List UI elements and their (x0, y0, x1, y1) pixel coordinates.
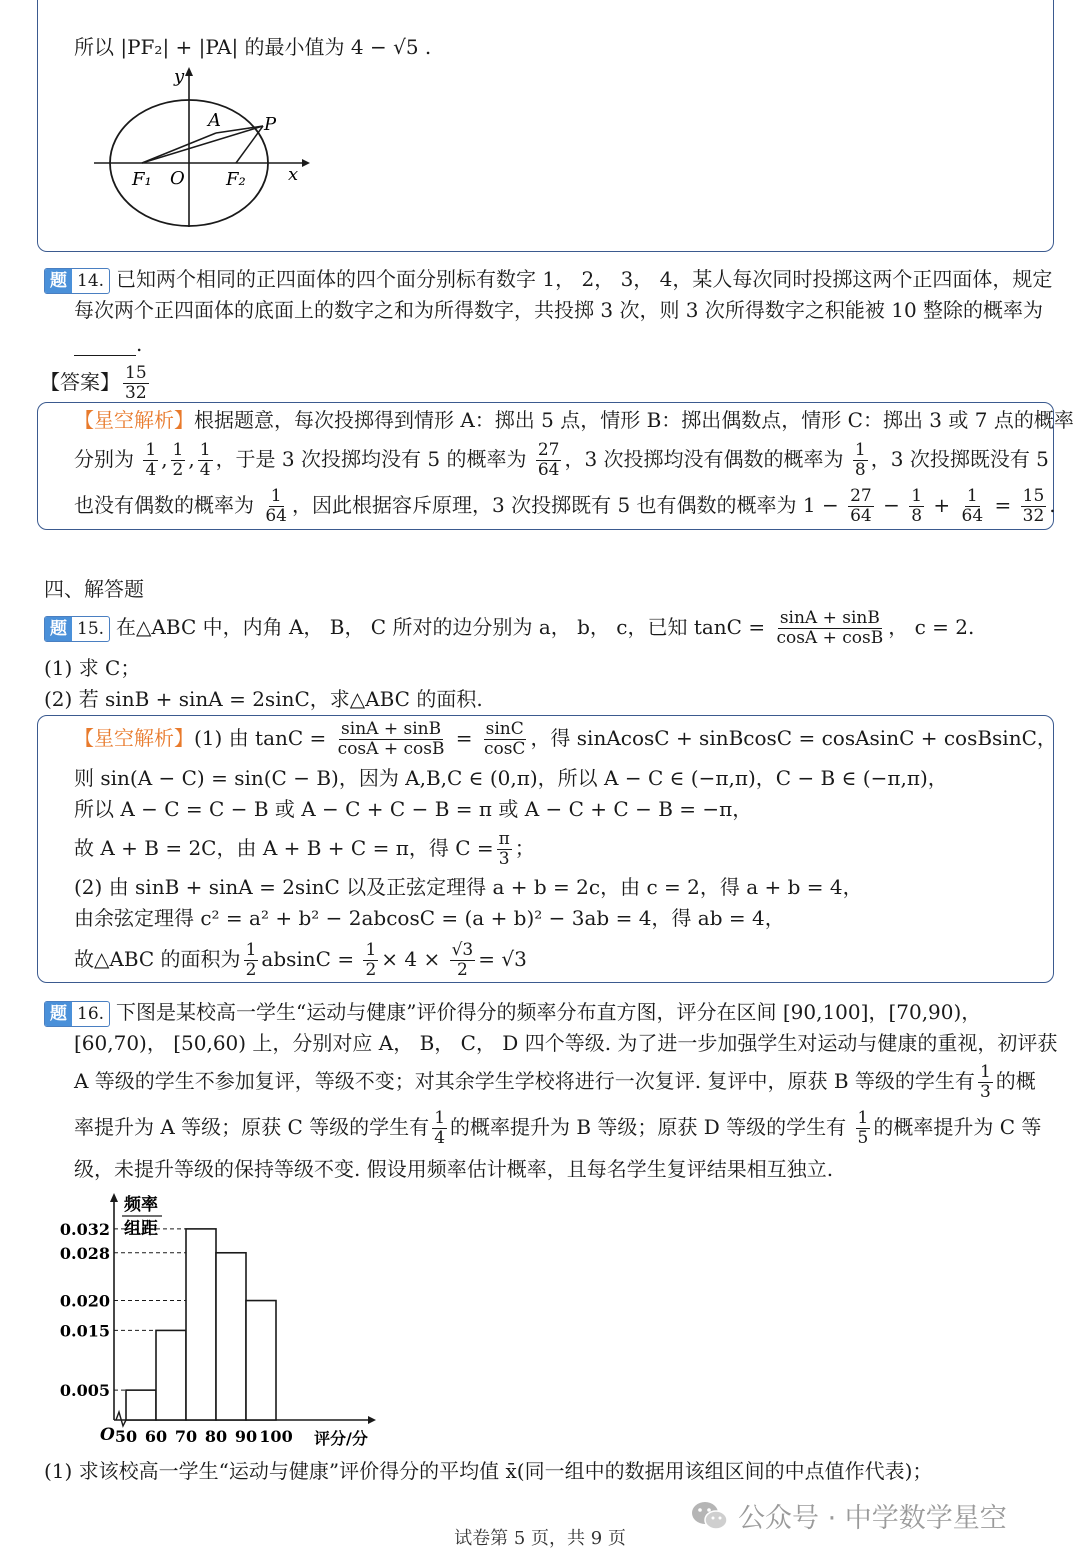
x-tick-label: 70 (174, 1427, 198, 1446)
q15-s7: 故△ABC 的面积为 $\frac{1}{2}$ absinC = $\frac{1}{2}$ × 4 × $\frac{√3}{2}$ = √3 (74, 940, 527, 980)
x-tick-label: 60 (144, 1427, 168, 1446)
label-F2: F₂ (226, 169, 246, 190)
q15-s1: 【星空解析】(1) 由 tanC = $\frac{\sin A + \sin B}{\cos A + \cos B}$ = $\frac{\sin C}{\cos C}$ ，得 sinAcosC + sinBcosC = cosAsinC + cosBsinC， (74, 719, 1057, 759)
ellipse-figure (90, 62, 310, 232)
q16-line3: A 等级的学生不参加复评，等级不变；对其余学生学校将进行一次复评. 复评中，原获 B 等级的学生有 $\frac{1}{3}$ 的概 (74, 1062, 1036, 1102)
x-tick-label: 100 (259, 1427, 293, 1446)
q16-line5: 级，未提升等级的保持等级不变. 假设用频率估计概率，且每名学生复评结果相互独立. (74, 1157, 834, 1181)
y-axis-arrow (110, 1193, 118, 1202)
label-x: x (288, 164, 299, 185)
x-axis-arrow (368, 1416, 376, 1424)
q15-part2: (2) 若 sinB + sinA = 2sinC，求△ABC 的面积. (44, 687, 483, 711)
label-y: y (174, 66, 185, 87)
axis-break (116, 1412, 126, 1426)
q16-line1: 题 16. 下图是某校高一学生“运动与健康”评价得分的频率分布直方图，评分在区间 [90,100]，[70,90)， (44, 998, 981, 1027)
q15-stem: 题 15. 在△ABC 中，内角 A， B， C 所对的边分别为 a， b， c，已知 tanC = $\frac{\sin A + \sin B}{\cos A + \cos B}$ ， c = 2. (44, 606, 974, 648)
label-O: O (170, 168, 185, 189)
y-tick-label: 0.028 (59, 1243, 110, 1263)
q16-part1: (1) 求该校高一学生“运动与健康”评价得分的平均值 x̄(同一组中的数据用该组区间的中点值作代表)； (44, 1459, 933, 1483)
q14-line2: 每次两个正四面体的底面上的数字之和为所得数字，共投掷 3 次，则 3 次所得数字之积能被 10 整除的概率为 (74, 298, 1044, 322)
x-axis-label: 评分/分 (314, 1429, 368, 1448)
label-A: A (208, 110, 221, 131)
x-tick-label: 50 (114, 1427, 138, 1446)
q15-s3: 所以 A − C = C − B 或 A − C + C − B = π 或 A − C + C − B = −π， (74, 797, 753, 821)
y-axis-label-bottom: 组距 (124, 1219, 158, 1239)
q14-analysis-line3: 也没有偶数的概率为 $\frac{1}{64}$ ，因此根据容斥原理，3 次投掷既有 5 也有偶数的概率为 1 − $\frac{27}{64}$ − $\frac{1}{8}$ + $\frac{1}{64}$ = $\frac{15}{32}$ . (74, 486, 1056, 526)
question-tag: 题 14. (44, 268, 110, 294)
question-tag: 题 15. (44, 616, 110, 642)
q16-line2: [60,70)， [50,60) 上，分别对应 A， B， C， D 四个等级. 为了进一步加强学生对运动与健康的重视，初评获 (74, 1031, 1058, 1055)
section-title: 四、解答题 (44, 577, 144, 601)
label-P: P (264, 114, 277, 135)
q15-s4: 故 A + B = 2C，由 A + B + C = π，得 C = $\frac{\pi}{3}$ ； (74, 829, 535, 869)
question-tag: 题 16. (44, 1001, 110, 1027)
histogram-bar (126, 1390, 156, 1420)
y-tick-label: 0.020 (59, 1291, 110, 1311)
answer-blank (74, 336, 136, 356)
y-tick-label: 0.005 (59, 1381, 110, 1401)
frequency-histogram (56, 1188, 386, 1450)
q15-s2: 则 sin(A − C) = sin(C − B)，因为 A,B,C ∈ (0,π)，所以 A − C ∈ (−π,π)，C − B ∈ (−π,π)， (74, 766, 948, 790)
q15-s6: 由余弦定理得 c² = a² + b² − 2abcosC = (a + b)² − 3ab = 4，得 ab = 4， (74, 906, 785, 930)
q14-analysis-line2: 分别为 $\frac{1}{4}$ , $\frac{1}{2}$ , $\frac{1}{4}$ ，于是 3 次投掷均没有 5 的概率为 $\frac{27}{64}$ ，3 次投掷均没有偶数的概率为 $\frac{1}{8}$ ，3 次投掷既没有 5 (74, 440, 1049, 480)
q16-line4: 率提升为 A 等级；原获 C 等级的学生有 $\frac{1}{4}$ 的概率提升为 B 等级；原获 D 等级的学生有 $\frac{1}{5}$ 的概率提升为 C 等 (74, 1108, 1042, 1148)
histogram-bar (156, 1330, 186, 1420)
origin-label: O (100, 1425, 115, 1445)
x-tick-label: 90 (234, 1427, 258, 1446)
page-footer: 试卷第 5 页，共 9 页 (454, 1528, 626, 1549)
q15-s5: (2) 由 sinB + sinA = 2sinC 以及正弦定理得 a + b = 2c，由 c = 2，得 a + b = 4， (74, 875, 863, 899)
y-axis-label-top: 频率 (124, 1195, 158, 1215)
watermark: 公众号 · 中学数学星空 (690, 1496, 1007, 1535)
q13-conclusion: 所以 |PF₂| + |PA| 的最小值为 4 − √5 . (74, 35, 432, 59)
y-tick-label: 0.032 (59, 1219, 110, 1239)
q14-line1: 题 14. 已知两个相同的正四面体的四个面分别标有数字 1， 2， 3， 4，某人每次同时投掷这两个正四面体，规定 (44, 265, 1052, 294)
histogram-bar (216, 1253, 246, 1420)
q14-answer: 【答案】 $\frac{15}{32}$ (40, 363, 147, 403)
q15-part1: (1) 求 C； (44, 656, 141, 680)
q14-line3: . (74, 330, 142, 358)
y-tick-label: 0.015 (59, 1321, 110, 1341)
q14-analysis-line1: 【星空解析】根据题意，每次投掷得到情形 A：掷出 5 点，情形 B：掷出偶数点，情形 C：掷出 3 或 7 点的概率 (74, 408, 1074, 432)
label-F1: F₁ (132, 169, 152, 190)
x-tick-label: 80 (204, 1427, 228, 1446)
histogram-bar (186, 1229, 216, 1420)
histogram-bar (246, 1301, 276, 1420)
